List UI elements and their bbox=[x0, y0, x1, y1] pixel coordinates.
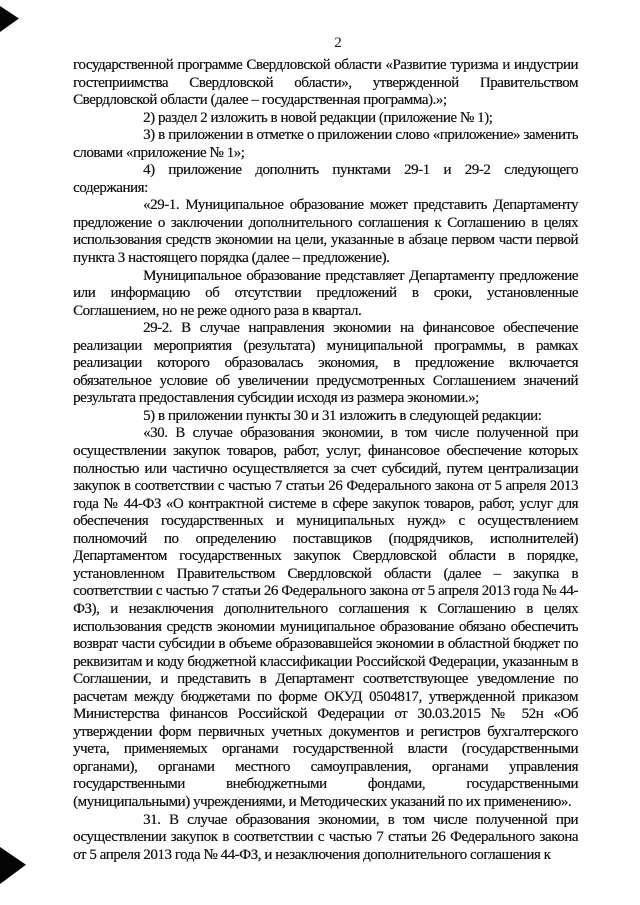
paragraph-7: 29-2. В случае направления экономии на финансовое обеспечение реализации мероприятия (результата) муниципальной программы, в рамках реализации которого образовалась экономия, в предложение включается обязательное условие об увеличении предусмотренных Соглашением значений результата предоставления субсидии исходя из размера экономии.»; bbox=[73, 320, 578, 407]
paragraph-10: 31. В случае образования экономии, в том числе полученной при осуществлении закупок в соответствии с частью 7 статьи 26 Федерального закона от 5 апреля 2013 года № 44-ФЗ, и незаключения дополнительного соглашения к bbox=[73, 811, 578, 863]
paragraph-6: Муниципальное образование представляет Департаменту предложение или информацию об отсутствии предложений в сроки, установленные Соглашением, но не реже одного раза в квартал. bbox=[73, 267, 578, 319]
paragraph-5: «29-1. Муниципальное образование может представить Департаменту предложение о заключении дополнительного соглашения к Соглашению в целях использования средств экономии на цели, указанные в абзаце первом части первой пункта 3 настоящего порядка (далее – предложение). bbox=[73, 197, 578, 267]
paragraph-2: 2) раздел 2 изложить в новой редакции (приложение № 1); bbox=[143, 109, 493, 126]
scan-artifact-triangle-bottom-icon bbox=[0, 847, 26, 884]
paragraph-3: 3) в приложении в отметке о приложении слово «приложение» заменить словами «приложение № 1»; bbox=[73, 127, 578, 161]
document-body bbox=[73, 57, 578, 864]
scan-artifact-triangle-top-icon bbox=[0, 6, 19, 32]
paragraph-1: государственной программе Свердловской области «Развитие туризма и индустрии гостеприимства Свердловской области», утвержденной Правительством Свердловской области (далее – государственная программа).»; bbox=[73, 57, 578, 109]
paragraph-4: 4) приложение дополнить пунктами 29-1 и 29-2 следующего содержания: bbox=[73, 162, 578, 196]
paragraph-9: «30. В случае образования экономии, в том числе полученной при осуществлении закупок товаров, работ, услуг, финансовое обеспечение которых полностью или частично осуществляется за счет субсидий, путем централизации закупок в соответствии с частью 7 статьи 26 Федерального закона от 5 апреля 2013 года № 44-ФЗ «О контрактной системе в сфере закупок товаров, работ, услуг для обеспечения государственных и муниципальных нужд» с осуществлением полномочий по определению поставщиков (подрядчиков, исполнителей) Департаментом государственных закупок Свердловской области в порядке, установленном Правительством Свердловской области (далее – закупка в соответствии с частью 7 статьи 26 Федерального закона от 5 апреля 2013 года № 44-ФЗ), и незаключения дополнительного соглашения к Соглашению в целях использования средств экономии муниципальное образование обязано обеспечить возврат части субсидии в объеме образовавшейся экономии в областной бюджет по реквизитам и коду бюджетной классификации Российской Федерации, указанным в Соглашении, и представить в Департамент соответствующее уведомление по расчетам между бюджетами по форме ОКУД 0504817, утвержденной приказом Министерства финансов Российской Федерации от 30.03.2015 № 52н «Об утверждении форм первичных учетных документов и регистров бухгалтерского учета, применяемых органами государственной власти (государственными органами), органами местного самоуправления, органами управления государственными внебюджетными фондами, государственными (муниципальными) учреждениями, и Методических указаний по их применению». bbox=[73, 425, 578, 810]
paragraph-8: 5) в приложении пункты 30 и 31 изложить в следующей редакции: bbox=[143, 407, 542, 424]
page-number: 2 bbox=[334, 35, 342, 51]
